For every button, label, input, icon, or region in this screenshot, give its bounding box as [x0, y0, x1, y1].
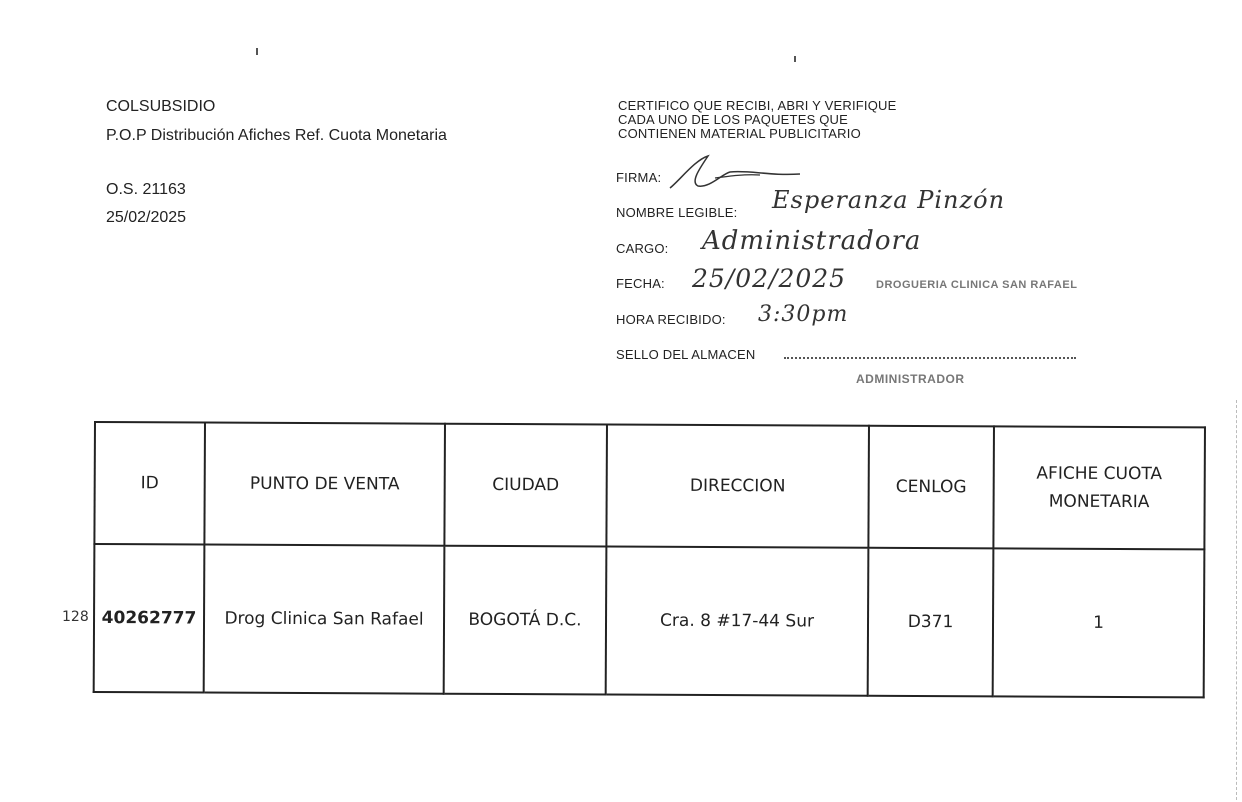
nombre-value: Esperanza Pinzón — [772, 186, 1006, 214]
document-subtitle: P.O.P Distribución Afiches Ref. Cuota Monetaria — [106, 127, 447, 144]
column-header: CIUDAD — [444, 424, 607, 547]
table-header-row — [94, 422, 1205, 549]
cargo-label: CARGO: — [616, 241, 669, 256]
store-stamp: DROGUERIA CLINICA SAN RAFAEL — [876, 279, 1078, 291]
certification-line: CADA UNO DE LOS PAQUETES QUE — [618, 112, 849, 127]
sello-label: SELLO DEL ALMACEN — [616, 347, 756, 362]
fecha-value: 25/02/2025 — [692, 264, 847, 293]
cell-ciudad: BOGOTÁ D.C. — [444, 546, 607, 695]
cargo-value: Administradora — [702, 226, 922, 256]
certification-line: CERTIFICO QUE RECIBI, ABRI Y VERIFIQUE — [618, 98, 897, 113]
fecha-label: FECHA: — [616, 276, 665, 291]
cell-id: 40262777 — [94, 544, 205, 693]
column-header: ID — [94, 422, 205, 545]
certification-text — [618, 99, 897, 141]
admin-stamp: ADMINISTRADOR — [856, 372, 965, 386]
order-number: O.S. 21163 — [106, 181, 186, 198]
certification-line: CONTIENEN MATERIAL PUBLICITARIO — [618, 126, 861, 141]
scan-edge — [1236, 400, 1238, 800]
column-header: CENLOG — [868, 426, 994, 549]
cell-afiche-cuota: 1 — [993, 548, 1205, 697]
document-header — [106, 92, 447, 232]
cell-cenlog: D371 — [868, 548, 994, 697]
hora-label: HORA RECIBIDO: — [616, 312, 726, 327]
column-header: DIRECCION — [606, 425, 869, 548]
scan-speck — [794, 56, 796, 62]
row-number: 128 — [62, 609, 89, 625]
column-header: PUNTO DE VENTA — [204, 423, 445, 546]
company-name: COLSUBSIDIO — [106, 98, 216, 115]
nombre-label: NOMBRE LEGIBLE: — [616, 205, 738, 220]
hora-value: 3:30pm — [758, 302, 849, 327]
column-header: AFICHE CUOTA MONETARIA — [993, 426, 1205, 549]
cell-direccion: Cra. 8 #17-44 Sur — [606, 547, 869, 696]
firma-label: FIRMA: — [616, 170, 662, 185]
order-date: 25/02/2025 — [106, 209, 187, 226]
sello-line — [784, 357, 1076, 359]
cell-punto-de-venta: Drog Clinica San Rafael — [204, 545, 445, 694]
scan-speck — [256, 48, 258, 55]
distribution-table — [93, 421, 1206, 698]
table-row — [94, 544, 1205, 697]
